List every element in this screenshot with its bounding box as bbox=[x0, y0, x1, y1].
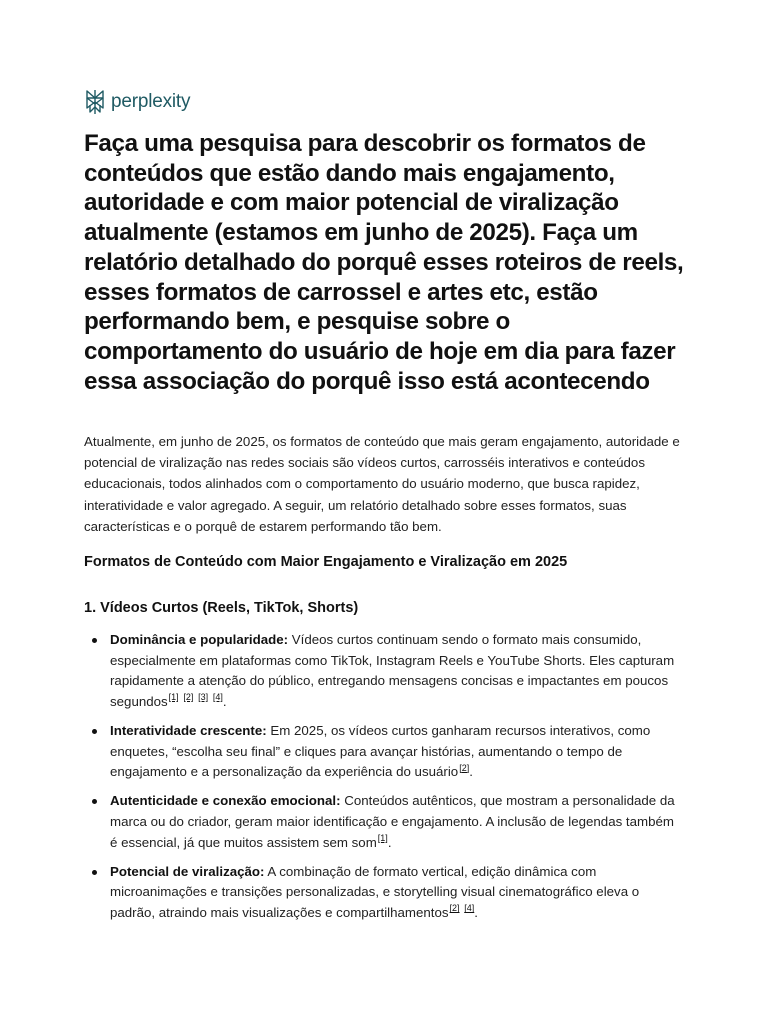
bullet-dot bbox=[92, 799, 97, 804]
bullet-label: Autenticidade e conexão emocional: bbox=[110, 793, 341, 809]
citation-link[interactable]: [2] bbox=[449, 903, 460, 914]
bullet-end: . bbox=[469, 764, 473, 780]
citation-link[interactable]: [3] bbox=[198, 692, 209, 703]
citation-link[interactable]: [4] bbox=[212, 692, 223, 703]
brand-logo[interactable] bbox=[84, 89, 190, 115]
list-item bbox=[92, 862, 682, 924]
brand-name: perplexity bbox=[111, 91, 191, 112]
bullet-label: Potencial de viralização: bbox=[110, 863, 265, 879]
bullet-text: Em 2025, os vídeos curtos ganharam recursos interativos, como enquetes, “escolha seu final” e cliques para avançar histórias, aumentando o tempo de engajamento e a personalização da experiência do usuário bbox=[110, 722, 651, 780]
bullet-text: Conteúdos autênticos, que mostram a personalidade da marca ou do criador, geram maior identificação e engajamento. A inclusão de legendas também é essencial, já que muitos assistem sem som bbox=[110, 793, 675, 850]
perplexity-logo-icon bbox=[84, 89, 106, 115]
bullet-dot bbox=[92, 729, 97, 734]
bullet-end: . bbox=[387, 834, 392, 850]
citation-link[interactable]: [1] bbox=[377, 833, 388, 844]
bullet-end: . bbox=[222, 693, 227, 709]
bullet-end: . bbox=[474, 904, 478, 920]
page-title: Faça uma pesquisa para descobrir os formatos de conteúdos que estão dando mais engajamento, autoridade e com maior potencial de viralização atualmente (estamos em junho de 2025). Faça um relatório detalhado do porquê esses roteiros de reels, esses formatos de carrossel e artes etc, estão performando bem, e pesquise sobre o comportamento do usuário de hoje em dia para fazer essa associação do porquê isso está acontecendo bbox=[84, 130, 684, 395]
subsection-heading: 1. Vídeos Curtos (Reels, TikTok, Shorts) bbox=[84, 600, 359, 616]
section-heading: Formatos de Conteúdo com Maior Engajamento e Viralização em 2025 bbox=[84, 554, 568, 570]
list-item bbox=[92, 630, 682, 712]
bullet-dot bbox=[92, 638, 97, 643]
bullet-text: A combinação de formato vertical, edição dinâmica com microanimações e transições personalizadas, e storytelling visual cinematográfico eleva o padrão, atraindo mais visualizações e compartilhamentos bbox=[110, 863, 640, 920]
bullet-label: Dominância e popularidade: bbox=[110, 632, 289, 647]
bullet-dot bbox=[92, 870, 97, 875]
citation-link[interactable]: [1] bbox=[168, 692, 179, 703]
citation-link[interactable]: [4] bbox=[464, 903, 475, 914]
bullet-list bbox=[92, 630, 682, 932]
list-item bbox=[92, 791, 682, 853]
citation-link[interactable]: [2] bbox=[183, 692, 194, 703]
list-item bbox=[92, 721, 682, 783]
bullet-text: Vídeos curtos continuam sendo o formato mais consumido, especialmente em plataformas como TikTok, Instagram Reels e YouTube Shorts. Eles capturam rapidamente a atenção do público, entregando mensagens concisas e impactantes em poucos segundos bbox=[110, 632, 675, 709]
bullet-label: Interatividade crescente: bbox=[110, 722, 267, 738]
citation-link[interactable]: [2] bbox=[459, 762, 470, 773]
intro-paragraph: Atualmente, em junho de 2025, os formatos de conteúdo que mais geram engajamento, autoridade e potencial de viralização nas redes sociais são vídeos curtos, carrosséis interativos e conteúdos educacionais, todos alinhados com o comportamento do usuário moderno, que busca rapidez, interatividade e valor agregado. A seguir, um relatório detalhado sobre esses formatos, suas características e o porquê de estarem performando tão bem. bbox=[84, 434, 680, 534]
